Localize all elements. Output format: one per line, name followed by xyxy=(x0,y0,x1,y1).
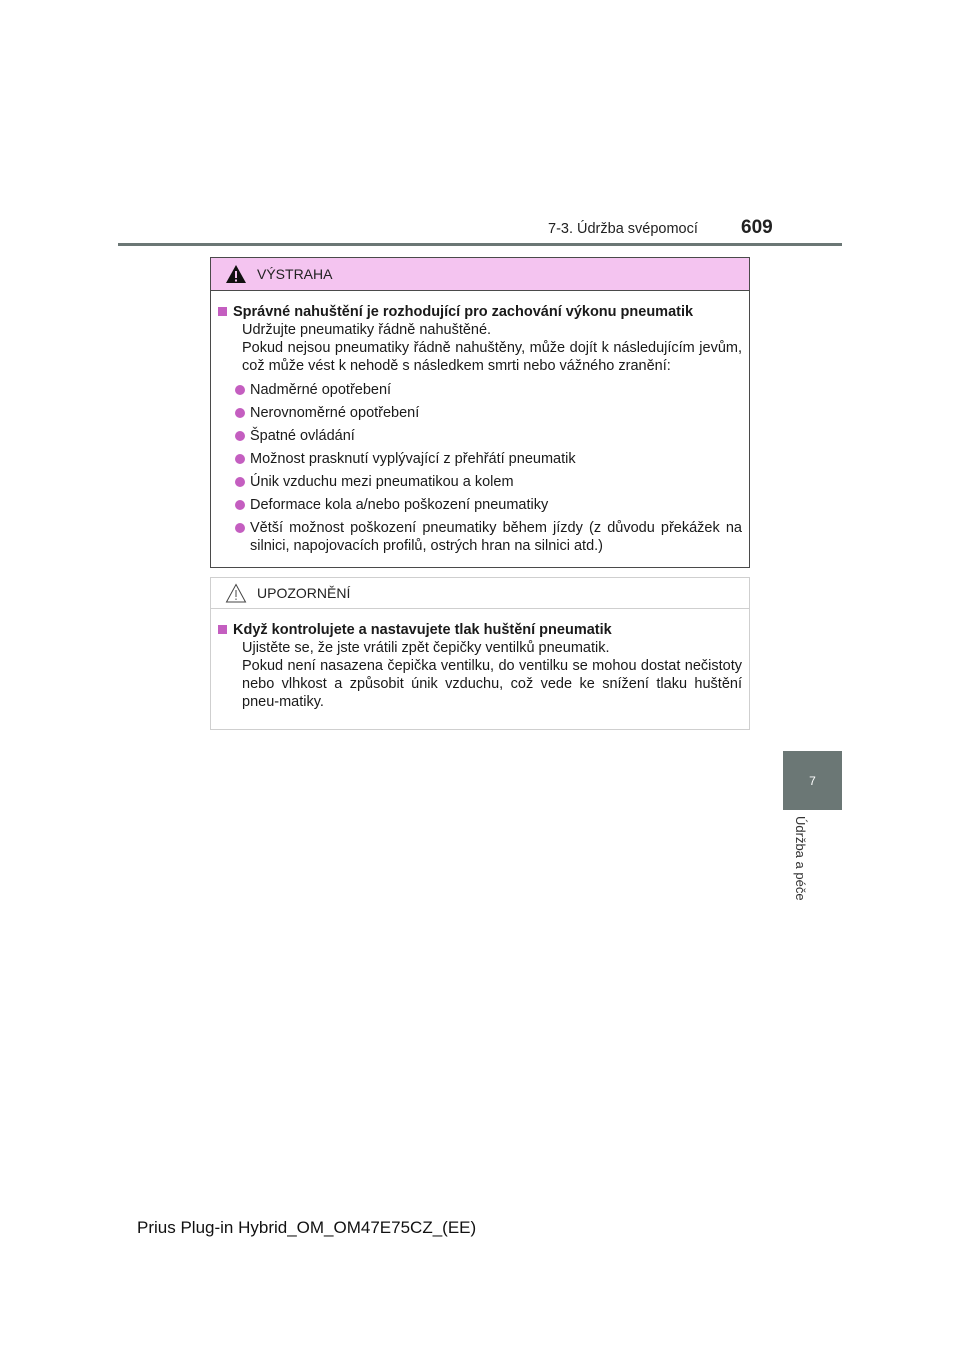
chapter-tab xyxy=(783,751,842,810)
caution-line: Pokud není nasazena čepička ventilku, do ventilku se mohou dostat nečistoty nebo vlhkost a způsobit únik vzduchu, což vede ke snížení tlaku huštění pneu-matiky. xyxy=(242,658,742,710)
warning-line: Udržujte pneumatiky řádně nahuštěné. xyxy=(242,322,492,338)
list-item-text: Špatné ovládání xyxy=(250,428,355,444)
warning-heading-text: Správné nahuštění je rozhodující pro zachování výkonu pneumatik xyxy=(233,304,694,320)
caution-header xyxy=(211,578,749,609)
square-bullet-icon xyxy=(218,307,227,316)
warning-triangle-icon xyxy=(225,264,247,284)
warning-heading xyxy=(218,303,742,321)
warning-box xyxy=(210,257,750,568)
square-bullet-icon xyxy=(218,625,227,634)
caution-line: Ujistěte se, že jste vrátili zpět čepičky ventilků pneumatik. xyxy=(242,640,610,656)
chapter-number: 7 xyxy=(809,773,816,788)
caution-heading-text: Když kontrolujete a nastavujete tlak huštění pneumatik xyxy=(233,622,612,638)
list-item xyxy=(235,496,742,514)
warning-line: Pokud nejsou pneumatiky řádně nahuštěny, může dojít k následujícím jevům, což může vést k nehodě s následkem smrti nebo vážného zranění: xyxy=(242,340,742,374)
chapter-title: Údržba a péče xyxy=(793,816,808,901)
list-item-text: Nadměrné opotřebení xyxy=(250,382,392,398)
round-bullet-icon xyxy=(235,431,245,441)
round-bullet-icon xyxy=(235,408,245,418)
list-item-text: Možnost prasknutí vyplývající z přehřátí pneumatik xyxy=(250,451,576,467)
caution-triangle-icon xyxy=(225,583,247,603)
caution-box xyxy=(210,577,750,730)
caution-heading xyxy=(218,621,742,639)
list-item xyxy=(235,404,742,422)
caution-body xyxy=(211,609,749,711)
list-item xyxy=(235,381,742,399)
warning-body xyxy=(211,291,749,555)
caution-text xyxy=(218,639,742,711)
caution-title: UPOZORNĚNÍ xyxy=(257,585,351,601)
section-title: 7-3. Údržba svépomocí xyxy=(548,221,698,237)
warning-header xyxy=(211,258,749,291)
warning-text xyxy=(218,321,742,375)
list-item xyxy=(235,519,742,555)
list-item xyxy=(235,473,742,491)
list-item xyxy=(235,427,742,445)
round-bullet-icon xyxy=(235,454,245,464)
header-divider xyxy=(118,243,842,246)
page-number: 609 xyxy=(741,217,773,238)
warning-bullet-list xyxy=(218,381,742,555)
list-item-text: Únik vzduchu mezi pneumatikou a kolem xyxy=(250,474,514,490)
document-id: Prius Plug-in Hybrid_OM_OM47E75CZ_(EE) xyxy=(137,1218,477,1237)
warning-title: VÝSTRAHA xyxy=(257,266,333,282)
round-bullet-icon xyxy=(235,500,245,510)
round-bullet-icon xyxy=(235,477,245,487)
list-item-text: Nerovnoměrné opotřebení xyxy=(250,405,420,421)
round-bullet-icon xyxy=(235,523,245,533)
round-bullet-icon xyxy=(235,385,245,395)
list-item-text: Deformace kola a/nebo poškození pneumatiky xyxy=(250,497,549,513)
list-item-text: Větší možnost poškození pneumatiky během jízdy (z důvodu překážek na silnici, napojovacích profilů, ostrých hran na silnici atd.) xyxy=(250,520,742,554)
list-item xyxy=(235,450,742,468)
